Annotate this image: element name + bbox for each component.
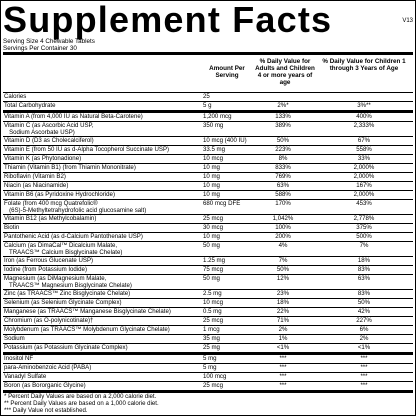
nutrient-row <box>3 290 413 299</box>
daily-value-adults: *** <box>279 364 287 371</box>
nutrient-row <box>3 191 413 200</box>
daily-value-children: 2,000% <box>353 173 375 180</box>
daily-value-children: 375% <box>356 224 372 231</box>
nutrient-row <box>3 308 413 317</box>
daily-value-adults: 170% <box>275 200 291 207</box>
daily-value-adults: 389% <box>275 122 291 129</box>
nutrient-name: Niacin (as Niacinamide) <box>4 182 69 189</box>
nutrient-row <box>3 113 413 122</box>
nutrient-row <box>3 200 413 215</box>
nutrient-row <box>3 373 413 382</box>
nutrient-amount: 33.5 mg <box>203 146 226 153</box>
nutrient-row <box>3 275 413 290</box>
title-text: Supplement Facts <box>3 0 333 40</box>
nutrient-name: Iron (as Ferrous Glucenate USP) <box>4 257 94 264</box>
nutrient-name: Zinc (as TRAACS™ Zinc Bisglycinate Chelate) <box>4 290 131 297</box>
nutrient-amount: 5 mg <box>203 364 217 371</box>
header-dv-adults: % Daily Value for Adults and Children 4 or more years of age <box>255 58 315 86</box>
daily-value-adults: *** <box>279 355 287 362</box>
nutrient-amount: 30 mcg <box>203 224 223 231</box>
nutrient-amount: 100 mcg <box>203 373 227 380</box>
daily-value-adults: 12% <box>276 275 290 282</box>
daily-value-children: 83% <box>357 266 371 273</box>
daily-value-children: *** <box>360 355 368 362</box>
nutrient-amount: 10 mg <box>203 164 220 171</box>
column-header <box>3 52 413 93</box>
nutrient-amount: 0.5 mg <box>203 308 222 315</box>
nutrient-amount: 5 g <box>203 102 212 109</box>
nutrient-name: Calories <box>4 93 27 100</box>
serving-size: Serving Size 4 Chewable Tablets <box>3 38 95 45</box>
nutrient-amount: 10 mg <box>203 191 220 198</box>
daily-value-children: 227% <box>356 317 372 324</box>
daily-value-adults: *** <box>279 382 287 389</box>
nutrient-row <box>3 224 413 233</box>
footnote: * Percent Daily Values are based on a 2,000 calorie diet. <box>4 393 157 400</box>
daily-value-adults: *** <box>279 373 287 380</box>
daily-value-adults: 769% <box>275 173 291 180</box>
nutrient-row <box>3 173 413 182</box>
daily-value-children: 2,778% <box>353 215 375 222</box>
nutrient-table <box>3 93 413 393</box>
nutrient-row <box>3 182 413 191</box>
daily-value-children: 2,333% <box>353 122 375 129</box>
nutrient-amount: 10 mg <box>203 173 220 180</box>
servings-per-container: Servings Per Container 30 <box>3 45 77 52</box>
nutrient-amount: 10 mg <box>203 182 220 189</box>
daily-value-children: 42% <box>357 308 371 315</box>
nutrient-name: Vitamin A (from 4,000 IU as Natural Beta-Carotene) <box>4 113 143 120</box>
nutrient-name: Vitamin D (D3 as Cholecalciferol) <box>4 137 94 144</box>
daily-value-adults: 8% <box>278 155 288 162</box>
nutrient-amount: 1 mcg <box>203 326 220 333</box>
nutrient-name: Selenium (as Selenium Glycinate Complex) <box>4 299 122 306</box>
nutrient-name: Vitamin B6 (as Pyridoxine Hydrochloride) <box>4 191 115 198</box>
nutrient-row <box>3 233 413 242</box>
nutrient-name: Folate (from 400 mcg Quatrefolic® (6S)-5-Methyltetrahydrofolic acid glucosamine salt) <box>4 200 147 214</box>
daily-value-adults: 23% <box>276 290 290 297</box>
nutrient-name: para-Aminobenzoic Acid (PABA) <box>4 364 92 371</box>
nutrient-name: Potassium (as Potassium Glycinate Complex) <box>4 344 128 351</box>
daily-value-adults: 2% <box>278 326 288 333</box>
daily-value-children: <1% <box>357 344 371 351</box>
nutrient-name: Vitamin B12 (as Methylcobalamin) <box>4 215 97 222</box>
nutrient-amount: 5 mg <box>203 355 217 362</box>
daily-value-adults: 833% <box>275 164 291 171</box>
nutrient-name: Molybdenum (as TRAACS™ Molybdenum Glycinate Chelate) <box>4 326 170 333</box>
daily-value-children: 2% <box>359 335 369 342</box>
daily-value-adults: 22% <box>276 308 290 315</box>
daily-value-children: 3%** <box>357 102 371 109</box>
nutrient-amount: 25 <box>203 93 210 100</box>
daily-value-adults: 1,042% <box>272 215 294 222</box>
nutrient-row <box>3 93 413 102</box>
footnote: *** Daily Value not established. <box>4 407 88 414</box>
nutrient-amount: 75 mcg <box>203 266 223 273</box>
footnote: ** Percent Daily Values are based on a 1,000 calorie diet. <box>4 400 159 407</box>
nutrient-name: Thiamin (Vitamin B1) (from Thiamin Mononitrate) <box>4 164 136 171</box>
nutrient-amount: 1,200 mcg <box>203 113 232 120</box>
nutrient-name: Pantothenic Acid (as d-Calcium Pantothenate USP) <box>4 233 143 240</box>
nutrient-row <box>3 382 413 393</box>
nutrient-name: Vanadyl Sulfate <box>4 373 47 380</box>
header-dv-children: % Daily Value for Children 1 through 3 Years of Age <box>322 58 406 72</box>
daily-value-children: 2,000% <box>353 191 375 198</box>
nutrient-amount: 2.5 mg <box>203 290 222 297</box>
daily-value-children: 18% <box>357 257 371 264</box>
nutrient-name: Iodine (from Potassium Iodide) <box>4 266 87 273</box>
nutrient-amount: 25 mcg <box>203 317 223 324</box>
daily-value-children: 50% <box>357 299 371 306</box>
daily-value-children: 500% <box>356 233 372 240</box>
nutrient-amount: 10 mg <box>203 233 220 240</box>
nutrient-name: Vitamin K (as Phytonadione) <box>4 155 82 162</box>
daily-value-adults: 71% <box>276 317 290 324</box>
daily-value-adults: 50% <box>276 266 290 273</box>
daily-value-children: 6% <box>359 326 369 333</box>
nutrient-amount: 35 mg <box>203 335 220 342</box>
nutrient-row <box>3 102 413 113</box>
panel-title <box>3 1 413 38</box>
nutrient-row <box>3 299 413 308</box>
nutrient-name: Vitamin C (as Ascorbic Acid USP, Sodium Ascorbate USP) <box>4 122 94 136</box>
nutrient-name: Calcium (as DimaCal™ Dicalcium Malate, TRAACS™ Calcium Bisglycinate Chelate) <box>4 242 123 256</box>
version-code: V13 <box>402 18 413 24</box>
daily-value-adults: 133% <box>275 113 291 120</box>
nutrient-row <box>3 155 413 164</box>
nutrient-name: Chromium (as O-polynicotinate)† <box>4 317 94 324</box>
nutrient-row <box>3 266 413 275</box>
daily-value-adults: 4% <box>278 242 288 249</box>
daily-value-children: 2,000% <box>353 164 375 171</box>
nutrient-name: Riboflavin (Vitamin B2) <box>4 173 66 180</box>
daily-value-children: 83% <box>357 290 371 297</box>
header-amount: Amount Per Serving <box>209 65 245 79</box>
nutrient-row <box>3 317 413 326</box>
nutrient-row <box>3 122 413 137</box>
daily-value-adults: <1% <box>276 344 290 351</box>
daily-value-children: 400% <box>356 113 372 120</box>
daily-value-children: 33% <box>357 155 371 162</box>
daily-value-children: 63% <box>357 275 371 282</box>
nutrient-amount: 25 mcg <box>203 215 223 222</box>
nutrient-name: Manganese (as TRAACS™ Manganese Bisglycinate Chelate) <box>4 308 171 315</box>
nutrient-name: Sodium <box>4 335 25 342</box>
daily-value-children: 67% <box>357 137 371 144</box>
nutrient-amount: 50 mg <box>203 242 220 249</box>
footnotes <box>3 393 413 414</box>
daily-value-adults: 200% <box>275 233 291 240</box>
nutrient-amount: 10 mcg <box>203 155 223 162</box>
nutrient-row <box>3 257 413 266</box>
nutrient-row <box>3 364 413 373</box>
nutrient-row <box>3 164 413 173</box>
nutrient-amount: 25 mcg <box>203 382 223 389</box>
daily-value-adults: 50% <box>276 137 290 144</box>
nutrient-row <box>3 137 413 146</box>
nutrient-row <box>3 146 413 155</box>
nutrient-row <box>3 344 413 355</box>
daily-value-adults: 1% <box>278 335 288 342</box>
daily-value-adults: 2%* <box>277 102 289 109</box>
daily-value-adults: 223% <box>275 146 291 153</box>
nutrient-amount: 25 mg <box>203 344 220 351</box>
daily-value-adults: 63% <box>276 182 290 189</box>
nutrient-amount: 350 mg <box>203 122 224 129</box>
daily-value-children: 453% <box>356 200 372 207</box>
daily-value-children: *** <box>360 364 368 371</box>
nutrient-row <box>3 242 413 257</box>
nutrient-amount: 10 mcg <box>203 299 223 306</box>
daily-value-children: *** <box>360 382 368 389</box>
nutrient-row <box>3 355 413 364</box>
daily-value-children: 558% <box>356 146 372 153</box>
nutrient-name: Magnesium (as DiMagnesium Malate, TRAACS™ Magnesium Bisglycinate Chelate) <box>4 275 132 289</box>
nutrient-name: Inositol NF <box>4 355 34 362</box>
nutrient-name: Vitamin E (from 50 IU as d-Alpha Tocopherol Succinate USP) <box>4 146 170 153</box>
daily-value-adults: 100% <box>275 224 291 231</box>
nutrient-name: Biotin <box>4 224 20 231</box>
nutrient-amount: 1.25 mg <box>203 257 226 264</box>
nutrient-amount: 10 mcg (400 IU) <box>203 137 247 144</box>
nutrient-amount: 680 mcg DFE <box>203 200 241 207</box>
daily-value-adults: 588% <box>275 191 291 198</box>
nutrient-name: Total Carbohydrate <box>4 102 56 109</box>
nutrient-row <box>3 326 413 335</box>
nutrient-name: Boron (as Bororganic Glycine) <box>4 382 86 389</box>
daily-value-children: 167% <box>356 182 372 189</box>
daily-value-adults: 18% <box>276 299 290 306</box>
daily-value-adults: 7% <box>278 257 288 264</box>
nutrient-row <box>3 215 413 224</box>
daily-value-children: 7% <box>359 242 369 249</box>
nutrient-row <box>3 335 413 344</box>
daily-value-children: *** <box>360 373 368 380</box>
nutrient-amount: 50 mg <box>203 275 220 282</box>
